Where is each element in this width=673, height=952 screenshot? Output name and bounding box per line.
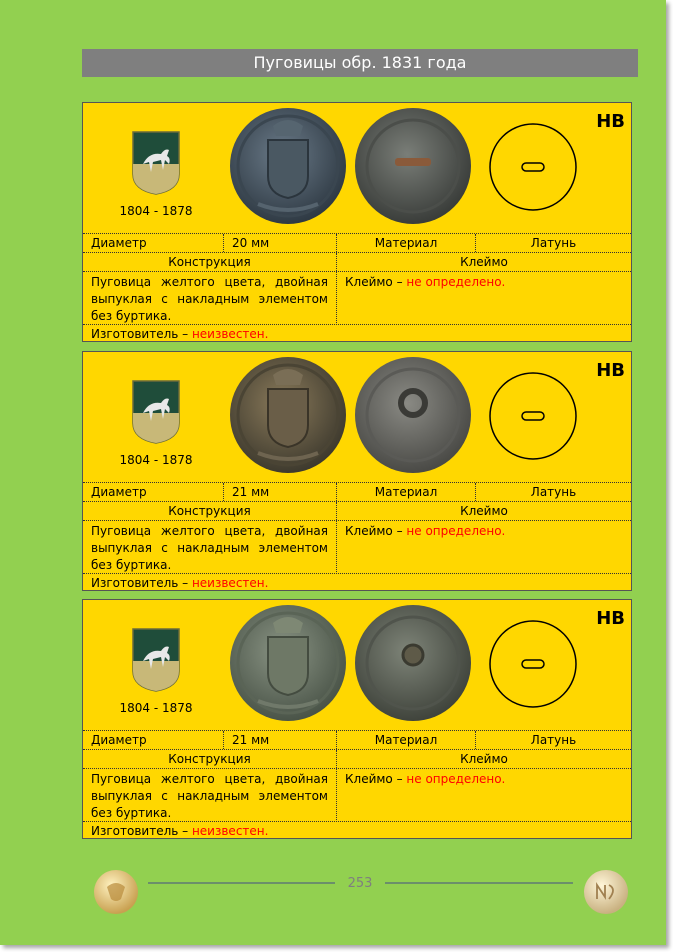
details-row (83, 271, 631, 325)
details-row (83, 768, 631, 822)
maker-row (83, 324, 631, 343)
maker-row (83, 821, 631, 840)
mark-prefix: Клеймо – (345, 275, 407, 289)
diameter-value: 21 мм (223, 731, 336, 749)
dimensions-row (83, 482, 631, 501)
coat-of-arms-icon (131, 130, 181, 196)
maker-info (83, 822, 631, 840)
button-back-photo (353, 106, 473, 226)
page-number: 253 (347, 876, 373, 891)
mark-label: Клеймо (336, 750, 631, 768)
section-header-row (83, 501, 631, 520)
description-text: Пуговица желтого цвета, двойная выпуклая с накладным элементом без буртика. (91, 524, 328, 572)
card-image-area (83, 352, 633, 480)
mark-prefix: Клеймо – (345, 524, 407, 538)
maker-prefix: Изготовитель – (91, 576, 192, 590)
card-image-area (83, 103, 633, 231)
page-title: Пуговицы обр. 1831 года (82, 49, 638, 77)
mark-value: не определено. (406, 275, 506, 289)
description-text: Пуговица желтого цвета, двойная выпуклая с накладным элементом без буртика. (91, 275, 328, 323)
diameter-label: Диаметр (91, 236, 147, 250)
coat-of-arms-icon (131, 627, 181, 693)
button-front-photo (228, 603, 348, 723)
material-value: Латунь (475, 483, 631, 501)
maker-value: неизвестен. (191, 327, 269, 341)
button-shank-diagram (488, 371, 578, 461)
coin-monogram-icon (583, 869, 629, 915)
button-back-photo (353, 603, 473, 723)
button-back-photo (353, 355, 473, 475)
construction-label: Конструкция (168, 504, 251, 518)
years-label: 1804 - 1878 (119, 453, 193, 467)
maker-value: неизвестен. (191, 824, 269, 838)
button-card (82, 102, 632, 342)
footer-divider-left (148, 882, 335, 884)
details-row (83, 520, 631, 574)
footer-divider-right (385, 882, 573, 884)
mark-info (336, 272, 631, 325)
section-header-row (83, 749, 631, 768)
button-shank-diagram (488, 122, 578, 212)
mark-info (336, 521, 631, 574)
diameter-value: 20 мм (223, 234, 336, 252)
diameter-label: Диаметр (91, 733, 147, 747)
material-value: Латунь (475, 731, 631, 749)
maker-info (83, 325, 631, 343)
mark-label: Клеймо (336, 502, 631, 520)
material-label: Материал (336, 483, 475, 501)
construction-label: Конструкция (168, 255, 251, 269)
section-header-row (83, 252, 631, 271)
years-label: 1804 - 1878 (119, 701, 193, 715)
type-code: НВ (596, 111, 625, 132)
coin-eagle-icon (93, 869, 139, 915)
mark-label: Клеймо (336, 253, 631, 271)
type-code: НВ (596, 608, 625, 629)
dimensions-row (83, 233, 631, 252)
button-card (82, 599, 632, 839)
description-text: Пуговица желтого цвета, двойная выпуклая с накладным элементом без буртика. (91, 772, 328, 820)
diameter-value: 21 мм (223, 483, 336, 501)
coat-of-arms-icon (131, 379, 181, 445)
maker-prefix: Изготовитель – (91, 327, 192, 341)
construction-label: Конструкция (168, 752, 251, 766)
button-shank-diagram (488, 619, 578, 709)
material-label: Материал (336, 731, 475, 749)
mark-value: не определено. (406, 772, 506, 786)
maker-row (83, 573, 631, 592)
type-code: НВ (596, 360, 625, 381)
dimensions-row (83, 730, 631, 749)
mark-info (336, 769, 631, 822)
material-label: Материал (336, 234, 475, 252)
card-image-area (83, 600, 633, 728)
material-value: Латунь (475, 234, 631, 252)
maker-info (83, 574, 631, 592)
button-front-photo (228, 106, 348, 226)
button-front-photo (228, 355, 348, 475)
maker-value: неизвестен. (191, 576, 269, 590)
maker-prefix: Изготовитель – (91, 824, 192, 838)
button-card (82, 351, 632, 591)
diameter-label: Диаметр (91, 485, 147, 499)
mark-prefix: Клеймо – (345, 772, 407, 786)
years-label: 1804 - 1878 (119, 204, 193, 218)
mark-value: не определено. (406, 524, 506, 538)
